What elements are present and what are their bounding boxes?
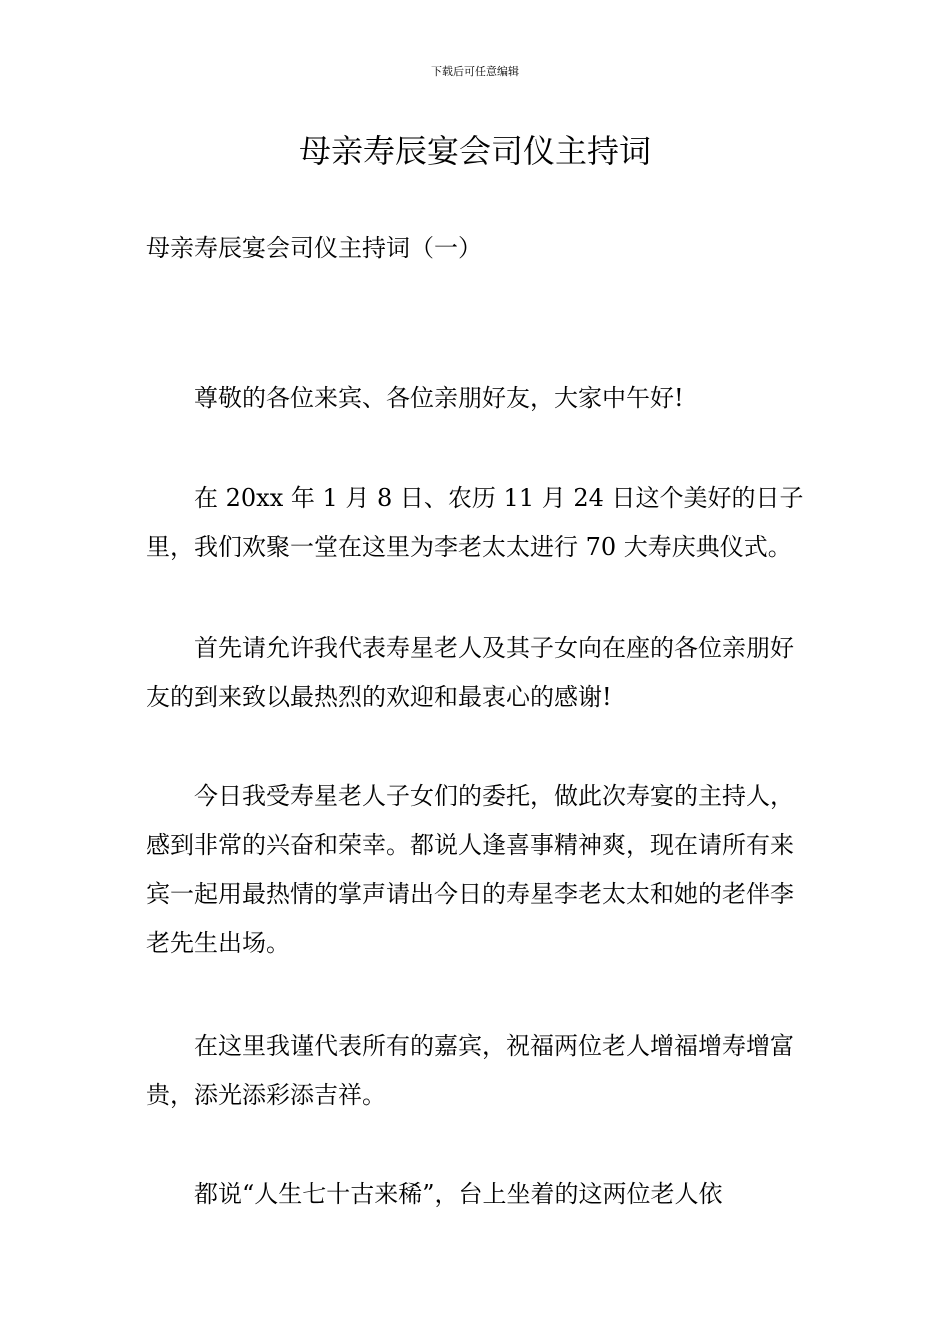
paragraph-continued: 都说“人生七十古来稀”，台上坐着的这两位老人依 <box>194 1180 723 1208</box>
header-note: 下载后可任意编辑 <box>431 65 519 78</box>
paragraph-welcome: 首先请允许我代表寿星老人及其子女向在座的各位亲朋好友的到来致以最热烈的欢迎和最衷心的感谢! <box>146 634 794 711</box>
document-title: 母亲寿辰宴会司仪主持词 <box>298 132 651 170</box>
section-subtitle: 母亲寿辰宴会司仪主持词（一） <box>146 234 482 262</box>
paragraph-host: 今日我受寿星老人子女们的委托，做此次寿宴的主持人，感到非常的兴奋和荣幸。都说人逢喜事精神爽，现在请所有来宾一起用最热情的掌声请出今日的寿星李老太太和她的老伴李老先生出场。 <box>146 782 794 957</box>
paragraph-blessing: 在这里我谨代表所有的嘉宾，祝福两位老人增福增寿增富贵，添光添彩添吉祥。 <box>146 1032 794 1109</box>
paragraph-greeting: 尊敬的各位来宾、各位亲朋好友，大家中午好! <box>194 384 684 412</box>
paragraph-date: 在 20xx 年 1 月 8 日、农历 11 月 24 日这个美好的日子里，我们欢聚一堂在这里为李老太太进行 70 大寿庆典仪式。 <box>146 484 804 561</box>
